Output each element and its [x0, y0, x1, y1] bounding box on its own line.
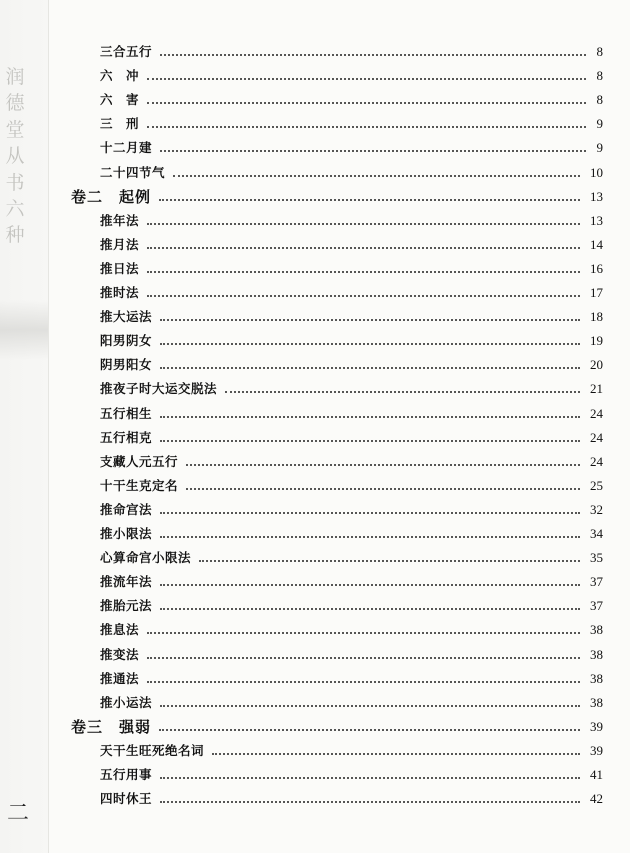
entry-title: 推月法: [100, 236, 140, 252]
toc-entry-row: [0, 163, 630, 183]
dot-leader: [160, 343, 580, 345]
entry-title: 阳男阴女: [100, 333, 153, 349]
dot-leader: [147, 78, 586, 80]
entry-title: 推小运法: [100, 694, 153, 710]
entry-title: 推命宫法: [100, 501, 153, 517]
page-ref: 39: [590, 742, 603, 758]
page-ref: 34: [590, 526, 603, 541]
entry-title: 阴男阳女: [100, 357, 153, 373]
running-title-char: 堂: [5, 118, 25, 141]
dot-leader: [160, 416, 580, 418]
toc-entry-row: [0, 669, 630, 689]
entry-title: 天干生旺死绝名词: [100, 742, 205, 758]
toc-entry-row: [0, 307, 630, 327]
dot-leader: [147, 102, 586, 104]
dot-leader: [160, 584, 580, 586]
toc-entry-row: [0, 259, 630, 279]
toc-entry-row: [0, 404, 630, 424]
page-ref: 10: [590, 164, 603, 180]
page-ref: 13: [590, 212, 603, 228]
toc-entry-row: [0, 645, 630, 665]
chapter-title: 卷三 强弱: [71, 717, 152, 736]
page-ref: 38: [590, 646, 603, 662]
dot-leader: [147, 657, 580, 659]
page-ref: 20: [590, 357, 603, 373]
toc-entry-row: [0, 476, 630, 496]
entry-title: 推通法: [100, 670, 140, 686]
dot-leader: [186, 464, 580, 466]
toc-entry-row: [0, 138, 630, 158]
dot-leader: [186, 488, 580, 490]
entry-title: 支藏人元五行: [100, 453, 179, 469]
running-title-char: 从: [5, 145, 25, 168]
toc-entry-row: [0, 741, 630, 761]
page-ref: 37: [590, 574, 603, 590]
entry-title: 六 冲: [100, 68, 140, 84]
page-ref: 8: [596, 44, 603, 59]
dot-leader: [160, 440, 580, 442]
page-number: 二: [6, 801, 29, 826]
toc-entry-row: [0, 90, 630, 110]
toc-chapter-row: [0, 187, 630, 207]
dot-leader: [147, 632, 580, 634]
dot-leader: [147, 247, 580, 249]
entry-title: 五行相克: [100, 429, 153, 445]
page-ref: 37: [590, 598, 603, 614]
page-ref: 35: [590, 550, 603, 566]
page-ref: 8: [596, 92, 603, 108]
toc-entry-row: [0, 235, 630, 255]
toc-entry-row: [0, 379, 630, 399]
dot-leader: [160, 150, 586, 152]
dot-leader: [147, 271, 580, 273]
entry-title: 三合五行: [100, 44, 153, 59]
toc-entry-row: [0, 66, 630, 86]
running-title-char: 书: [5, 171, 25, 194]
dot-leader: [160, 777, 580, 779]
entry-title: 推变法: [100, 646, 140, 662]
dot-leader: [147, 223, 580, 225]
toc-entry-row: [0, 500, 630, 520]
dot-leader: [199, 560, 580, 562]
dot-leader: [160, 536, 580, 538]
page-ref: 24: [590, 429, 603, 445]
page-ref: 39: [590, 718, 603, 734]
toc-chapter-row: [0, 717, 630, 737]
page-ref: 19: [590, 333, 603, 349]
dot-leader: [225, 391, 580, 393]
toc-entry-row: [0, 283, 630, 303]
page-ref: 18: [590, 309, 603, 325]
running-title-char: 种: [5, 224, 25, 247]
dot-leader: [160, 367, 580, 369]
page-ref: 13: [590, 188, 603, 204]
page-ref: 24: [590, 453, 603, 469]
dot-leader: [159, 729, 580, 731]
dot-leader: [160, 608, 580, 610]
page-ref: 9: [596, 116, 603, 132]
page-ref: 24: [590, 405, 603, 421]
entry-title: 五行相生: [100, 405, 153, 421]
dot-leader: [147, 295, 580, 297]
dot-leader: [159, 199, 580, 201]
entry-title: 三 刑: [100, 116, 140, 132]
page-ref: 32: [590, 501, 603, 517]
entry-title: 推流年法: [100, 574, 153, 590]
running-title-char: 润: [5, 66, 25, 88]
entry-title: 推息法: [100, 622, 140, 638]
dot-leader: [173, 175, 580, 177]
toc-entry-row: [0, 765, 630, 785]
entry-title: 推夜子时大运交脱法: [100, 381, 218, 397]
entry-title: 五行用事: [100, 767, 153, 782]
toc-entry-row: [0, 355, 630, 375]
entry-title: 推时法: [100, 285, 140, 300]
dot-leader: [160, 705, 580, 707]
entry-title: 十二月建: [100, 140, 153, 156]
toc-entry-row: [0, 114, 630, 134]
entry-title: 四时休王: [100, 791, 153, 807]
toc-entry-row: [0, 789, 630, 809]
toc-entry-row: [0, 452, 630, 472]
entry-title: 六 害: [100, 92, 140, 108]
toc-entry-row: [0, 524, 630, 544]
page-ref: 17: [590, 285, 603, 300]
entry-title: 推小限法: [100, 526, 153, 541]
dot-leader: [160, 319, 580, 321]
toc-entry-row: [0, 572, 630, 592]
entry-title: 二十四节气: [100, 164, 166, 180]
toc-entry-row: [0, 596, 630, 616]
toc-entry-row: [0, 693, 630, 713]
dot-leader: [147, 126, 586, 128]
page-ref: 38: [590, 670, 603, 686]
dot-leader: [160, 801, 580, 803]
running-title-char: 德: [5, 92, 25, 115]
toc-entry-row: [0, 211, 630, 231]
dot-leader: [212, 753, 580, 755]
page-ref: 38: [590, 622, 603, 638]
dot-leader: [160, 54, 586, 56]
page-ref: 9: [596, 140, 603, 156]
page-ref: 8: [596, 68, 603, 84]
dot-leader: [160, 512, 580, 514]
page-ref: 38: [590, 694, 603, 710]
entry-title: 心算命宫小限法: [100, 550, 192, 566]
page-ref: 25: [590, 477, 603, 493]
toc-entry-row: [0, 428, 630, 448]
toc-entry-row: [0, 42, 630, 62]
page-ref: 21: [590, 381, 603, 397]
page-ref: 41: [590, 767, 603, 782]
toc-entry-row: [0, 331, 630, 351]
entry-title: 推胎元法: [100, 598, 153, 614]
entry-title: 推日法: [100, 260, 140, 276]
running-title-char: 六: [5, 198, 25, 221]
page-ref: 14: [590, 236, 603, 252]
toc-entry-row: [0, 620, 630, 640]
page-ref: 42: [590, 791, 603, 807]
entry-title: 推年法: [100, 212, 140, 228]
entry-title: 十干生克定名: [100, 477, 179, 493]
chapter-title: 卷二 起例: [71, 187, 152, 206]
toc-entry-row: [0, 548, 630, 568]
dot-leader: [147, 681, 580, 683]
entry-title: 推大运法: [100, 309, 153, 325]
page-ref: 16: [590, 260, 603, 276]
